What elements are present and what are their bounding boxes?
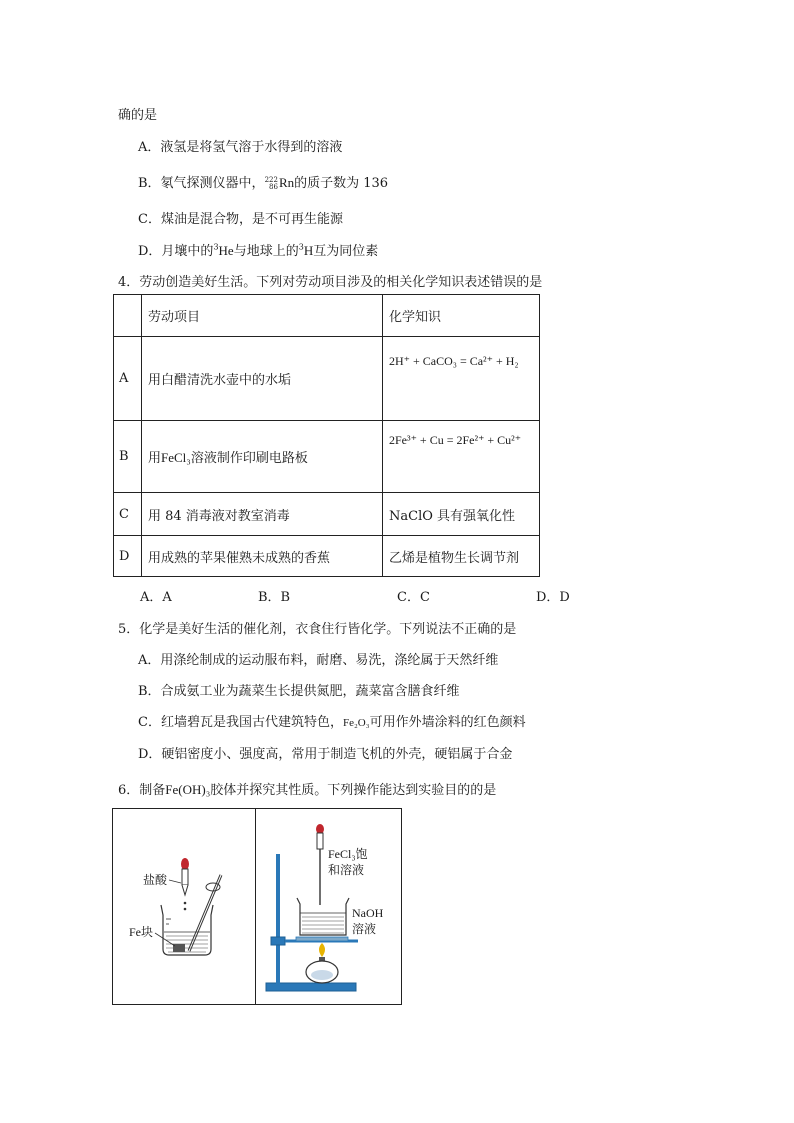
- label-fecl3-solution: 和溶液: [328, 863, 365, 877]
- dropper-bulb-icon: [181, 858, 189, 870]
- q5-option-b: B．合成氨工业为蔬菜生长提供氮肥，蔬菜富含膳食纤维: [138, 684, 460, 699]
- q3-option-c: C．煤油是混合物，是不可再生能源: [138, 212, 343, 227]
- q4-table: [113, 294, 540, 577]
- hcl-fe-apparatus: [113, 809, 255, 1004]
- q5-option-a: A．用涤纶制成的运动服布料，耐磨、易洗，涤纶属于天然纤维: [138, 653, 499, 668]
- label-naoh: NaOH: [352, 906, 384, 920]
- q6-stem: 6．制备Fe(OH)₃胶体并探究其性质。下列操作能达到实验目的的是: [118, 782, 497, 798]
- q6-figure: [112, 808, 402, 1005]
- table-row: B 用FeCl₃溶液制作印刷电路板 2Fe³⁺ + Cu = 2Fe²⁺ + Cu²⁺: [114, 421, 540, 493]
- wire-gauze: [296, 937, 348, 941]
- table-row: D 用成熟的苹果催熟未成熟的香蕉 乙烯是植物生长调节剂: [114, 536, 540, 577]
- q5-stem: 5．化学是美好生活的催化剂，衣食住行皆化学。下列说法不正确的是: [118, 622, 517, 637]
- stand-rod: [276, 854, 280, 984]
- table-row: A 用白醋清洗水壶中的水垢 2H⁺ + CaCO₃ = Ca²⁺ + H₂: [114, 337, 540, 421]
- heating-apparatus: [256, 809, 402, 1004]
- q4-option-b: B．B: [258, 590, 291, 605]
- q3-stem-tail: 确的是: [118, 108, 158, 123]
- q4-option-a: A．A: [140, 590, 172, 605]
- stand-base: [266, 983, 356, 991]
- label-fe: Fe块: [129, 925, 154, 939]
- header-knowledge: 化学知识: [383, 295, 540, 337]
- flame-icon: [319, 943, 325, 957]
- q3-option-b: B．氡气探测仪器中，222 86Rn的质子数为 136: [138, 175, 389, 191]
- q4-stem: 4．劳动创造美好生活。下列对劳动项目涉及的相关化学知识表述错误的是: [118, 275, 543, 290]
- label-naoh-solution: 溶液: [352, 922, 377, 936]
- beaker-right: [297, 898, 349, 935]
- q3-option-a: A．液氢是将氢气溶于水得到的溶液: [138, 140, 343, 155]
- q5-option-d: D．硬铝密度小、强度高，常用于制造飞机的外壳，硬铝属于合金: [138, 747, 513, 762]
- table-row: C 用 84 消毒液对教室消毒 NaClO 具有强氧化性: [114, 493, 540, 536]
- q4-option-d: D．D: [536, 590, 570, 605]
- label-acid: 盐酸: [143, 873, 168, 887]
- header-item: 劳动项目: [142, 295, 383, 337]
- table-header-row: [114, 295, 540, 337]
- fe-block-icon: [173, 944, 185, 952]
- dropper-tube: [182, 869, 188, 885]
- q4-option-c: C．C: [397, 590, 430, 605]
- q5-option-c: C．红墙碧瓦是我国古代建筑特色，Fe₂O₃可用作外墙涂料的红色颜料: [138, 715, 526, 730]
- label-fecl3: FeCl₃饱: [328, 847, 368, 861]
- q3-option-d: D．月壤中的$^3$He与地球上的$^3$H互为同位素: [138, 242, 379, 259]
